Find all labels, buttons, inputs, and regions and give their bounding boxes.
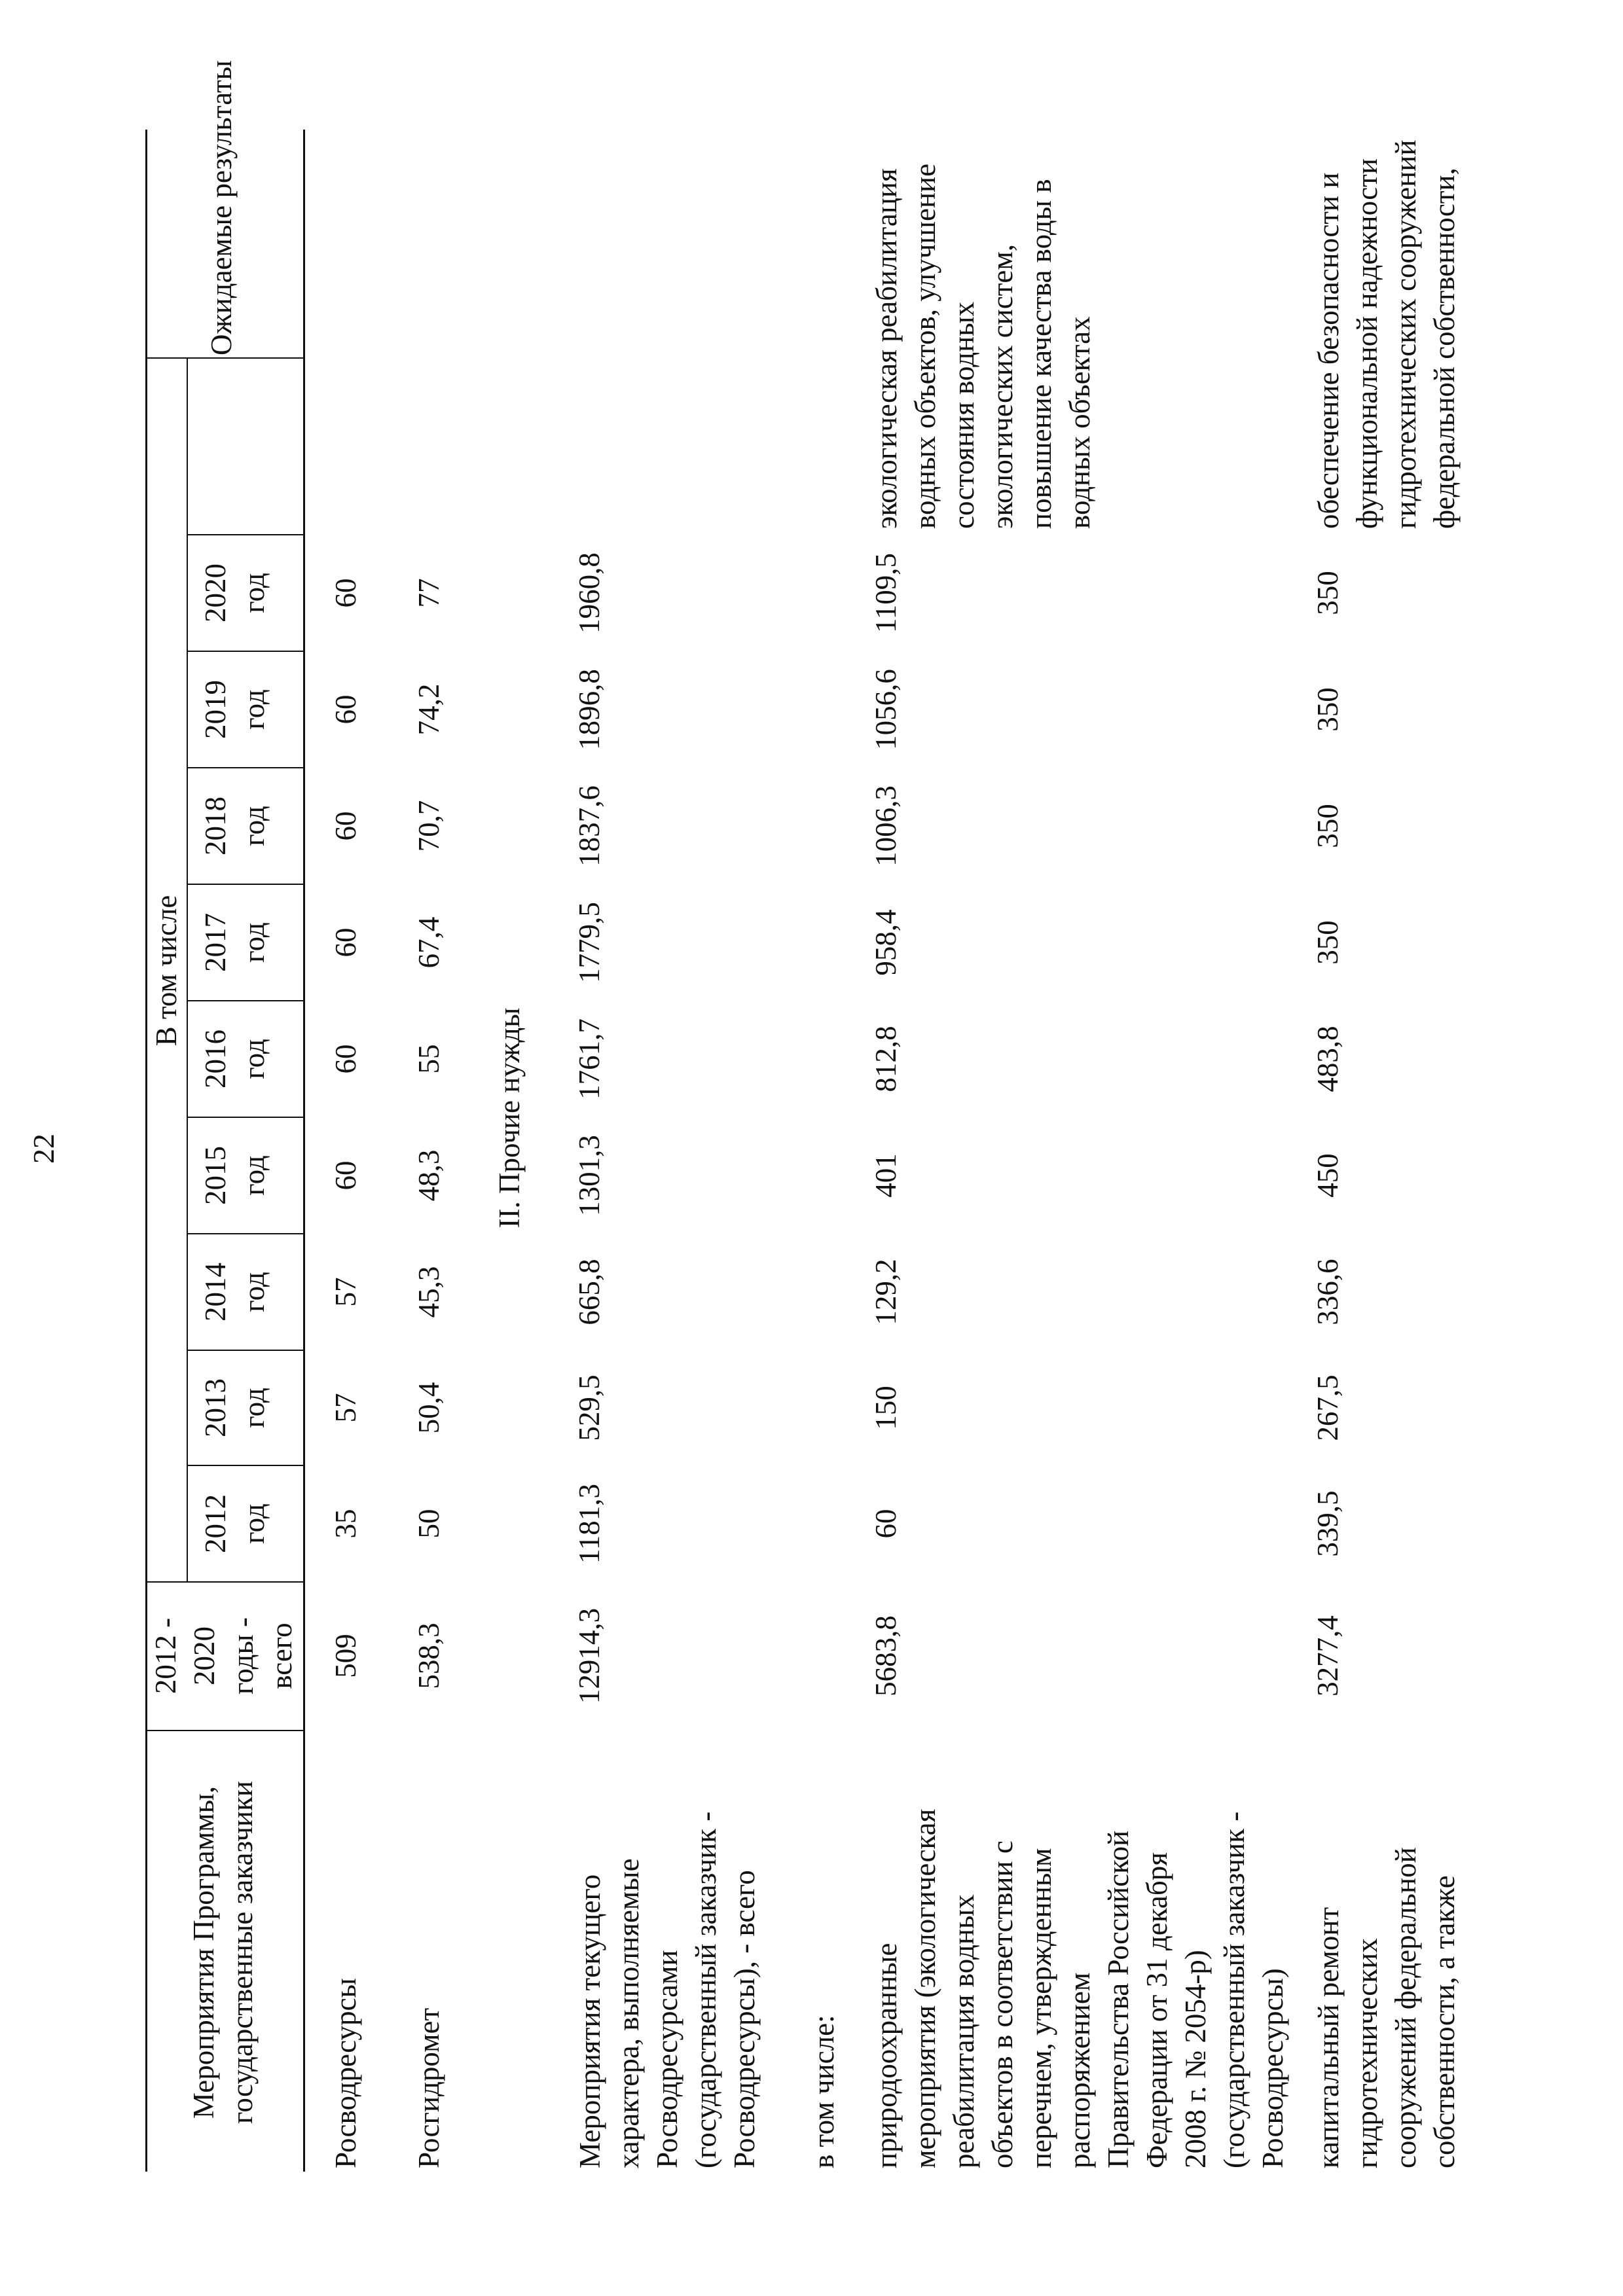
row-current-measures-2016: 1761,7 (573, 1018, 606, 1100)
row-rosgidromet-2013: 50,4 (412, 1382, 445, 1434)
row-capital-repair-2017: 350 (1311, 920, 1344, 965)
header-year-2016: 2016 год (199, 1030, 270, 1088)
row-rosvodresursy-2014: 57 (329, 1277, 362, 1307)
row-capital-repair-2018: 350 (1311, 804, 1344, 848)
row-environmental-2015: 401 (869, 1153, 902, 1198)
row-current-measures-2015: 1301,3 (573, 1135, 606, 1216)
row-environmental-name: природоохранные мероприятия (экологическая реабилитация водных объектов в соответствии с перечнем, утвержденным распоряжением Правительства Российской Федерации от 31 декабря 2008 г. № 2054-р) (государственный заказчик - Росводресурсы) (870, 1808, 1289, 2168)
row-environmental-result: экологическая реабилитация водных объектов, улучшение состояния водных экологических систем, повышение качества воды в водных объектах (870, 163, 1096, 529)
col-sep-12 (145, 357, 304, 359)
row-environmental-2012: 60 (869, 1509, 902, 1539)
row-environmental-2018: 1006,3 (869, 785, 902, 867)
header-bottom-rule (303, 130, 305, 2172)
row-rosgidromet-2016: 55 (412, 1044, 445, 1074)
row-environmental-2017: 958,4 (869, 909, 902, 976)
col-sep-1 (145, 1730, 304, 1731)
header-year-2013: 2013 год (199, 1378, 270, 1437)
row-rosvodresursy-2019: 60 (329, 694, 362, 725)
row-rosvodresursy-2020: 60 (329, 578, 362, 608)
col-sep-2 (145, 1581, 304, 1583)
header-total: 2012 - 2020 годы - всего (149, 1617, 298, 1695)
row-rosvodresursy-total: 509 (329, 1634, 362, 1678)
row-rosvodresursy-2018: 60 (329, 811, 362, 841)
row-including-label: в том числе: (807, 2015, 840, 2168)
row-current-measures-2017: 1779,5 (573, 902, 606, 983)
row-environmental-2020: 1109,5 (869, 552, 902, 634)
row-current-measures-2013: 529,5 (573, 1374, 606, 1441)
row-environmental-2019: 1056,6 (869, 669, 902, 750)
row-rosvodresursy-name: Росводресурсы (329, 1978, 362, 2168)
row-rosvodresursy-2016: 60 (329, 1044, 362, 1074)
row-rosgidromet-2019: 74,2 (412, 683, 445, 736)
row-capital-repair-2013: 267,5 (1311, 1374, 1344, 1441)
row-environmental-2016: 812,8 (869, 1026, 902, 1092)
row-rosgidromet-2012: 50 (412, 1509, 445, 1539)
header-year-2020: 2020 год (199, 564, 270, 622)
page-number: 22 (27, 1134, 60, 1164)
row-capital-repair-2012: 339,5 (1311, 1490, 1344, 1557)
row-rosgidromet-name: Росгидромет (412, 2007, 445, 2168)
row-capital-repair-result: обеспечение безопасности и функциональной надежности гидротехнических сооружений федеральной собственности, (1312, 139, 1461, 529)
row-current-measures-total: 12914,3 (573, 1607, 606, 1704)
row-rosgidromet-2015: 48,3 (412, 1149, 445, 1202)
header-measures: Мероприятия Программы, государственные заказчики (187, 1780, 259, 2125)
row-current-measures-2019: 1896,8 (573, 669, 606, 750)
row-capital-repair-2020: 350 (1311, 571, 1344, 615)
row-current-measures-2012: 1181,3 (573, 1483, 606, 1564)
section-title: II. Прочие нужды (493, 1007, 526, 1229)
row-capital-repair-2014: 336,6 (1311, 1259, 1344, 1325)
subheader-rule (187, 359, 188, 1583)
row-current-measures-2020: 1960,8 (573, 552, 606, 634)
row-capital-repair-total: 3277,4 (1311, 1615, 1344, 1696)
header-results: Ожидаемые результаты (205, 60, 238, 355)
row-rosvodresursy-2013: 57 (329, 1393, 362, 1423)
row-rosvodresursy-2015: 60 (329, 1160, 362, 1191)
row-capital-repair-2019: 350 (1311, 687, 1344, 732)
row-environmental-2014: 129,2 (869, 1259, 902, 1325)
row-current-measures-2018: 1837,6 (573, 785, 606, 867)
row-current-measures-name: Мероприятия текущего характера, выполняемые Росводресурсами (государственный заказчик - Росводресурсы), - всего (574, 1811, 761, 2168)
row-rosgidromet-2018: 70,7 (412, 800, 445, 852)
header-year-2019: 2019 год (199, 680, 270, 739)
row-rosgidromet-2014: 45,3 (412, 1266, 445, 1318)
row-rosgidromet-2020: 77 (412, 578, 445, 608)
row-capital-repair-name: капитальный ремонт гидротехнических сооружений федеральной собственности, а также (1312, 1847, 1461, 2168)
header-year-2012: 2012 год (199, 1494, 270, 1553)
row-rosvodresursy-2017: 60 (329, 927, 362, 958)
row-capital-repair-2015: 450 (1311, 1153, 1344, 1198)
header-year-2014: 2014 год (199, 1263, 270, 1321)
header-year-2015: 2015 год (199, 1146, 270, 1205)
header-in-total: В том числе (150, 895, 183, 1047)
row-rosgidromet-total: 538,3 (412, 1623, 445, 1689)
row-capital-repair-2016: 483,8 (1311, 1026, 1344, 1092)
row-current-measures-2014: 665,8 (573, 1259, 606, 1325)
header-year-2018: 2018 год (199, 797, 270, 855)
row-environmental-total: 5683,8 (869, 1615, 902, 1696)
row-rosvodresursy-2012: 35 (329, 1509, 362, 1539)
header-top-rule (145, 130, 147, 2172)
header-year-2017: 2017 год (199, 913, 270, 972)
row-environmental-2013: 150 (869, 1386, 902, 1430)
row-rosgidromet-2017: 67,4 (412, 916, 445, 969)
